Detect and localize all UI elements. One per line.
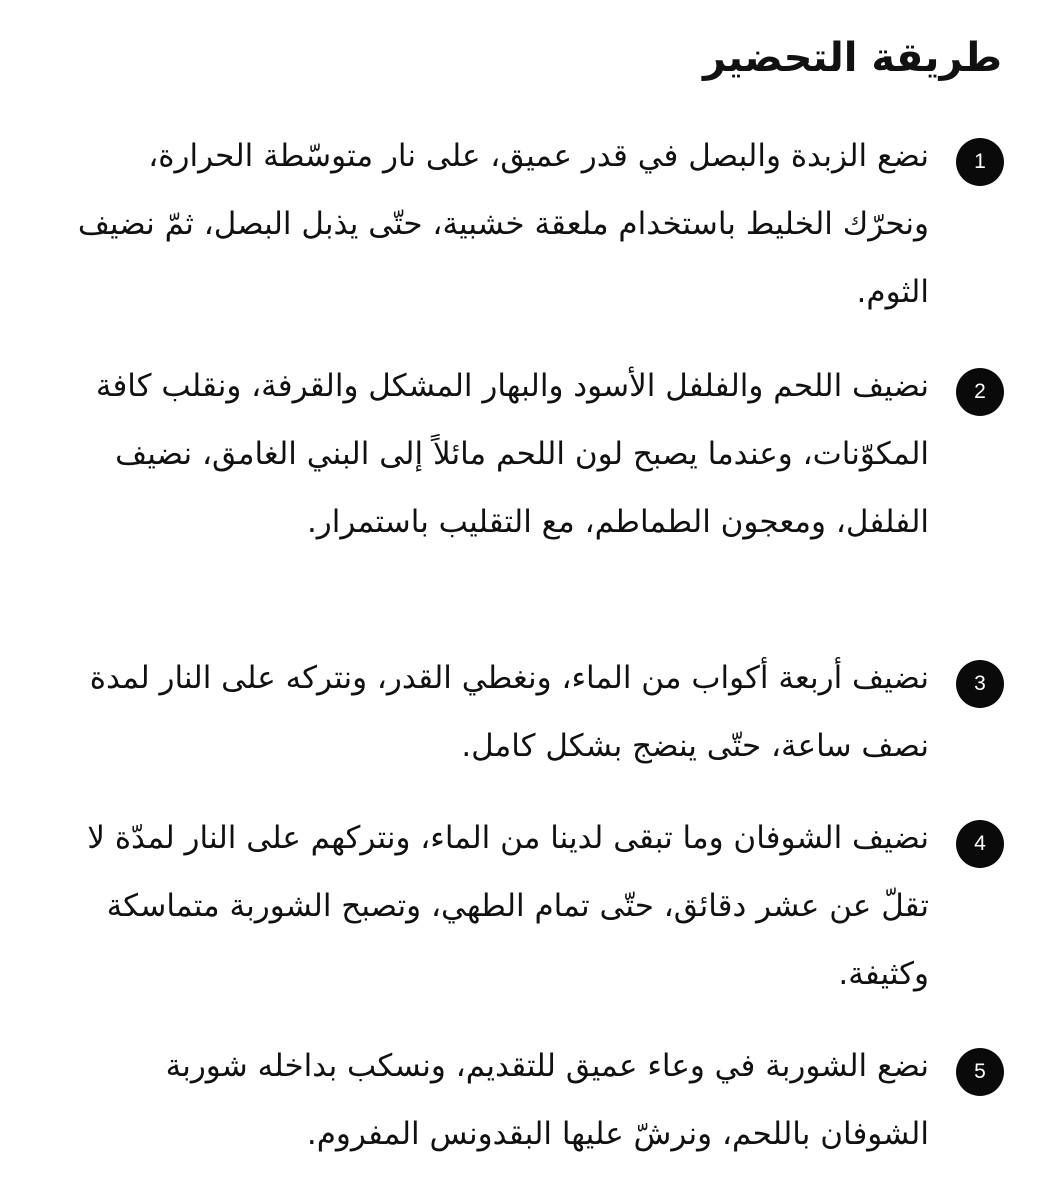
step-text: نضع الزبدة والبصل في قدر عميق، على نار متوسّطة الحرارة، ونحرّك الخليط باستخدام ملعقة خشبية، حتّى يذبل البصل، ثمّ نضيف الثوم.: [77, 138, 929, 310]
step-number-badge: 1: [956, 138, 1004, 186]
step-number-badge: 4: [956, 820, 1004, 868]
page-title: طريقة التحضير: [702, 35, 1002, 81]
step-text: نضيف أربعة أكواب من الماء، ونغطي القدر، ونتركه على النار لمدة نصف ساعة، حتّى ينضج بشكل كامل.: [89, 660, 929, 764]
step-number-badge: 3: [956, 660, 1004, 708]
step-text: نضيف الشوفان وما تبقى لدينا من الماء، ونتركهم على النار لمدّة لا تقلّ عن عشر دقائق، حتّى تمام الطهي، وتصبح الشوربة متماسكة وكثيفة.: [87, 820, 929, 992]
step-text: نضع الشوربة في وعاء عميق للتقديم، ونسكب بداخله شوربة الشوفان باللحم، ونرشّ عليها البقدونس المفروم.: [165, 1048, 929, 1152]
step-number-badge: 2: [956, 368, 1004, 416]
step-text: نضيف اللحم والفلفل الأسود والبهار المشكل والقرفة، ونقلب كافة المكوّنات، وعندما يصبح لون اللحم مائلاً إلى البني الغامق، نضيف الفلفل، ومعجون الطماطم، مع التقليب باستمرار.: [95, 368, 929, 540]
step-number-badge: 5: [956, 1048, 1004, 1096]
